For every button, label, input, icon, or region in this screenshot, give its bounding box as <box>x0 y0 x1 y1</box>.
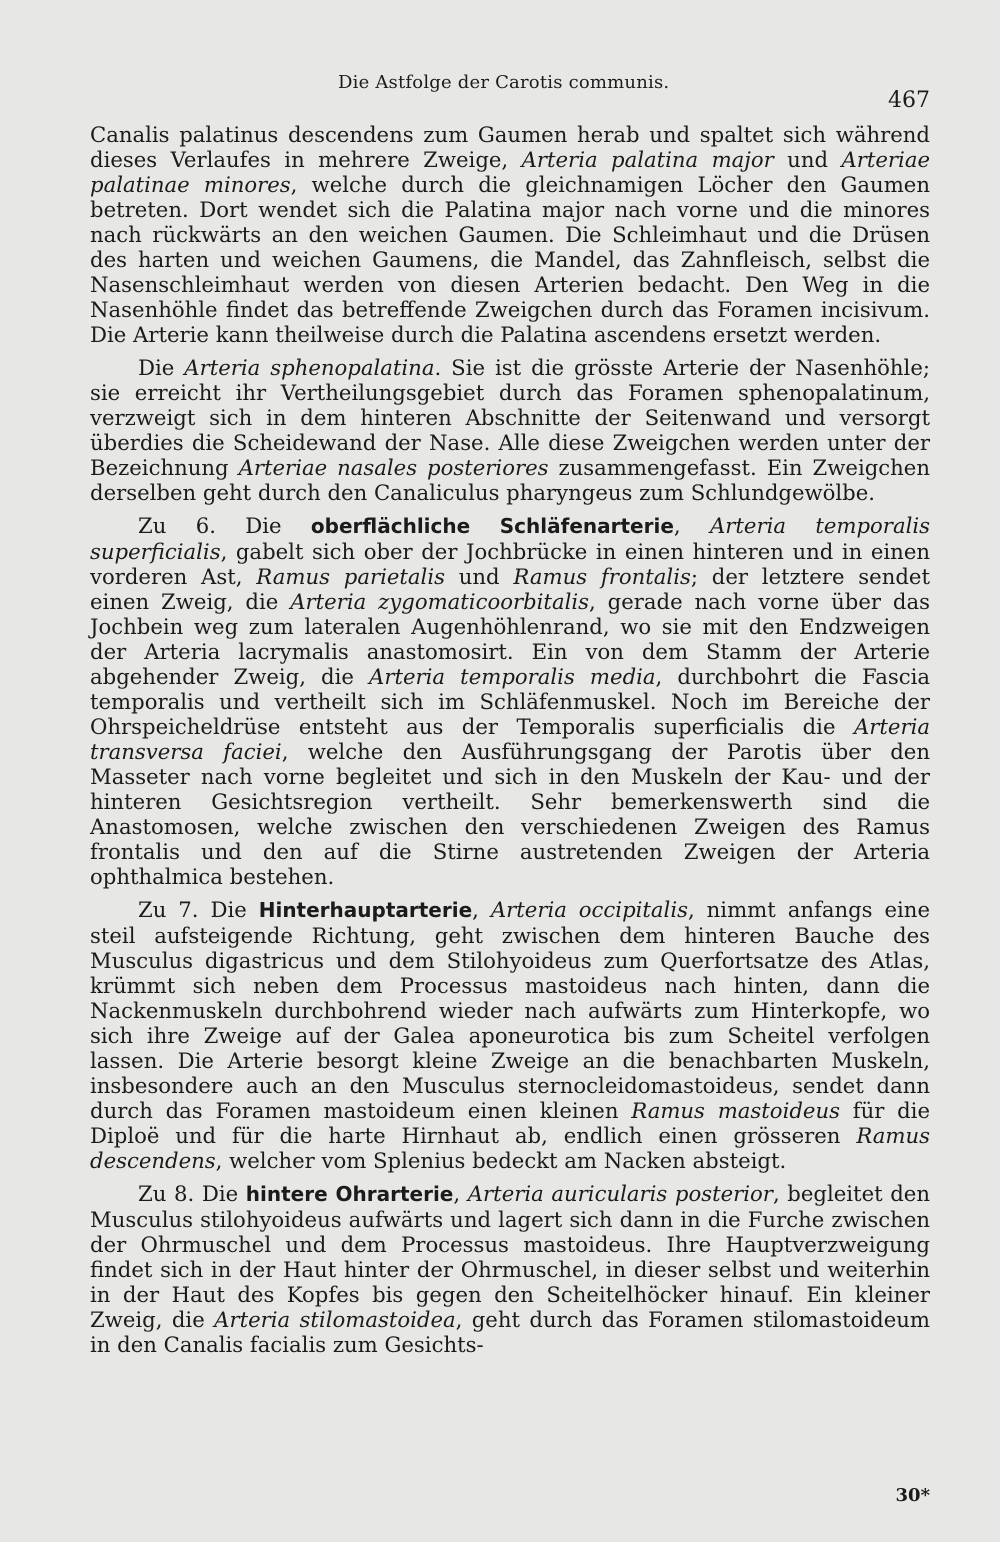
latin-term: Ramus frontalis <box>513 564 691 589</box>
section-heading-term: hintere Ohrarterie <box>245 1182 454 1206</box>
latin-term: Arteria temporalis superficialis <box>90 513 930 564</box>
latin-term: Ramus descendens <box>90 1123 930 1173</box>
latin-term: Arteria sphenopalatina <box>184 355 435 380</box>
paragraph <box>90 1181 930 1357</box>
latin-term: Arteria auricularis posterior <box>467 1181 773 1206</box>
text-run: . Sie ist die grösste Arterie der Nasenhöhle; sie erreicht ihr Vertheilungsgebiet durch das Foramen sphenopalatinum, verzweigt sich in dem hinteren Abschnitte der Seitenwand und versorgt überdies die Scheidewand der Nase. Alle diese Zweigchen werden unter der Bezeichnung <box>90 355 930 480</box>
text-run: , begleitet den Musculus stilohyoideus aufwärts und lagert sich dann in die Furche zwischen der Ohrmuschel und dem Processus mastoideus. Ihre Hauptverzweigung findet sich in der Haut hinter der Ohrmuschel, in dieser selbst und weiterhin in der Haut des Kopfes bis gegen den Scheitelhöcker hinauf. Ein kleiner Zweig, die <box>90 1181 930 1332</box>
text-run: , <box>472 897 491 922</box>
latin-term: Arteria zygomaticoorbitalis <box>290 589 590 614</box>
paragraph <box>90 897 930 1173</box>
latin-term: Arteriae palatinae minores <box>90 147 930 197</box>
text-run: , <box>453 1181 468 1206</box>
page-header <box>90 72 930 116</box>
body-text <box>90 122 930 1357</box>
latin-term: Arteria stilomastoidea <box>214 1307 456 1332</box>
text-run: und <box>444 564 514 589</box>
latin-term: Ramus mastoideus <box>631 1098 840 1123</box>
latin-term: Arteria temporalis media <box>369 664 656 689</box>
text-run: Zu 6. Die <box>138 513 311 538</box>
text-run: Zu 8. Die <box>138 1181 246 1206</box>
section-heading-term: Hinterhauptarterie <box>258 898 473 922</box>
running-title: Die Astfolge der Carotis communis. <box>338 72 670 93</box>
sheet-signature: 30* <box>895 1485 930 1506</box>
text-run: Zu 7. Die <box>138 897 259 922</box>
latin-term: Arteriae nasales posteriores <box>238 455 549 480</box>
text-run: , <box>673 513 710 538</box>
text-run: Canalis palatinus descendens zum Gaumen herab und spaltet sich während dieses Verlaufes in mehrere Zweige, <box>90 122 930 172</box>
paragraph <box>90 513 930 889</box>
text-run: Die <box>138 355 185 380</box>
latin-term: Arteria palatina major <box>521 147 774 172</box>
text-run: , durchbohrt die Fascia temporalis und vertheilt sich im Schläfenmuskel. Noch im Bereiche der Ohrspeicheldrüse entsteht aus der Temporalis superficialis die <box>90 664 930 739</box>
text-run: für die Diploë und für die harte Hirnhaut ab, endlich einen grösseren <box>90 1098 930 1148</box>
latin-term: Arteria transversa faciei <box>90 714 930 764</box>
paragraph <box>90 355 930 505</box>
paragraph <box>90 122 930 347</box>
text-run: zusammengefasst. Ein Zweigchen derselben geht durch den Canaliculus pharyngeus zum Schlundgewölbe. <box>90 455 930 505</box>
text-run: , gerade nach vorne über das Jochbein weg zum lateralen Augenhöhlenrand, wo sie mit den Endzweigen der Arteria lacrymalis anastomosirt. Ein von dem Stamm der Arterie abgehender Zweig, die <box>90 589 930 689</box>
text-run: , welcher vom Splenius bedeckt am Nacken absteigt. <box>215 1148 787 1173</box>
text-run: ; der letztere sendet einen Zweig, die <box>90 564 930 614</box>
text-run: und <box>773 147 842 172</box>
section-heading-term: oberflächliche Schläfenarterie <box>310 514 674 538</box>
text-run: , nimmt anfangs eine steil aufsteigende Richtung, geht zwischen dem hinteren Bauche des Musculus digastricus und dem Stilohyoideus zum Querfortsatze des Atlas, krümmt sich neben dem Processus mastoideus nach hinten, dann die Nackenmuskeln durchbohrend wieder nach aufwärts zum Hinterkopfe, wo sich ihre Zweige auf der Galea aponeurotica bis zum Scheitel verfolgen lassen. Die Arterie besorgt kleine Zweige an die benachbarten Muskeln, insbesondere auch an den Musculus sternocleidomastoideus, sendet dann durch das Foramen mastoideum einen kleinen <box>90 897 930 1123</box>
text-run: , welche den Ausführungsgang der Parotis über den Masseter nach vorne begleitet und sich in den Muskeln der Kau- und der hinteren Gesichtsregion vertheilt. Sehr bemerkenswerth sind die Anastomosen, welche zwischen den verschiedenen Zweigen des Ramus frontalis und den auf die Stirne austretenden Zweigen der Arteria ophthalmica bestehen. <box>90 739 930 889</box>
latin-term: Arteria occipitalis <box>490 897 688 922</box>
latin-term: Ramus parietalis <box>256 564 445 589</box>
text-run: , gabelt sich ober der Jochbrücke in einen hinteren und in einen vorderen Ast, <box>90 539 930 589</box>
text-run: , welche durch die gleichnamigen Löcher den Gaumen betreten. Dort wendet sich die Palatina major nach vorne und die minores nach rückwärts an den weichen Gaumen. Die Schleimhaut und die Drüsen des harten und weichen Gaumens, die Mandel, das Zahnfleisch, selbst die Nasenschleimhaut werden von diesen Arterien bedacht. Den Weg in die Nasenhöhle findet das betreffende Zweigchen durch das Foramen incisivum. Die Arterie kann theilweise durch die Palatina ascendens ersetzt werden. <box>90 172 930 347</box>
page-number: 467 <box>888 88 930 113</box>
text-run: , geht durch das Foramen stilomastoideum in den Canalis facialis zum Gesichts- <box>90 1307 930 1357</box>
